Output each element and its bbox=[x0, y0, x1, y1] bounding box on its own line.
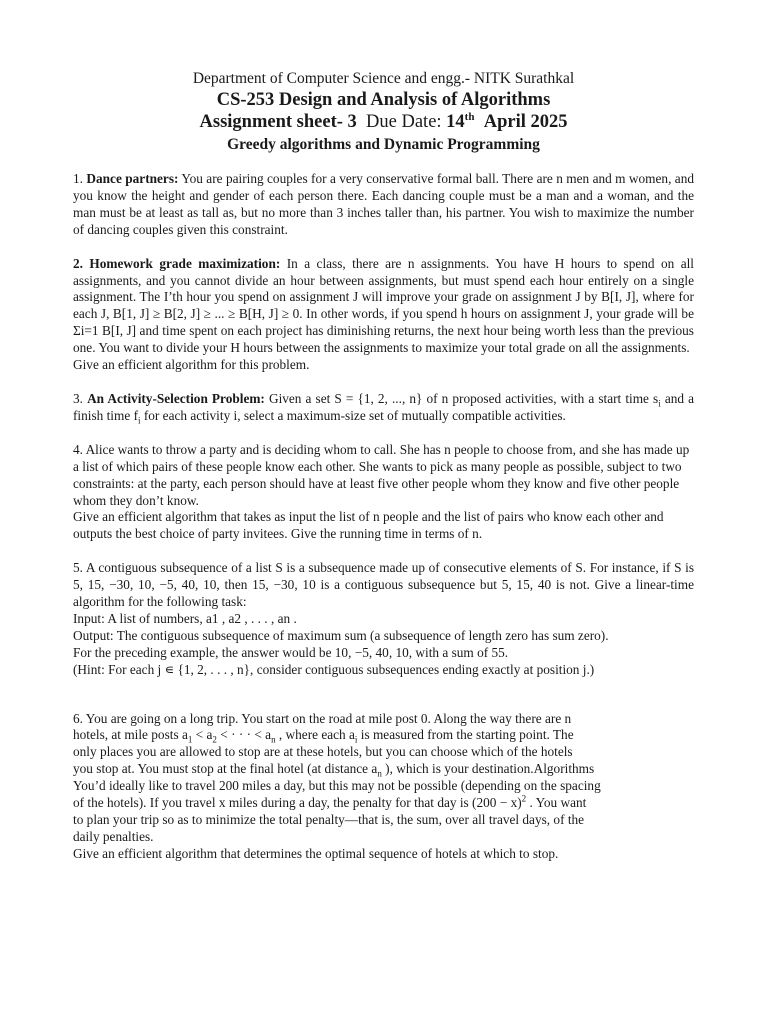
q3-sub-1: i bbox=[658, 398, 661, 409]
q6-line-3: only places you are allowed to stop are at these hotels, but you can choose which of the hotels bbox=[73, 744, 573, 760]
q5-output: Output: The contiguous subsequence of maximum sum (a subsequence of length zero has sum zero). bbox=[73, 627, 609, 643]
q6-line-6 bbox=[73, 795, 694, 812]
q6-sup: 2 bbox=[521, 793, 527, 804]
assignment-line bbox=[73, 111, 694, 134]
q6-line-2e: is measured from the starting point. The bbox=[357, 727, 574, 743]
q6-sub-4: i bbox=[354, 735, 358, 746]
q6-line-7: to plan your trip so as to minimize the total penalty—that is, the sum, over all travel days, of the bbox=[73, 812, 585, 827]
q6-sub-1: 1 bbox=[187, 735, 193, 746]
q1-text: You are pairing couples for a very conservative formal ball. There are n men and m women, and you know the height and gender of each person there. Each dancing couple must be a man and a woman, and the man must be at least as tall as, but no more than 3 inches taller than, his partner. You wish to maximize the number of dancing couples given this constraint. bbox=[73, 171, 694, 237]
question-5 bbox=[73, 560, 694, 678]
q6-line-2c: < · · · < a bbox=[216, 727, 272, 743]
topic-title: Greedy algorithms and Dynamic Programming bbox=[227, 136, 540, 153]
q1-title: Dance partners: bbox=[86, 171, 179, 186]
question-2 bbox=[73, 256, 694, 374]
q6-line-5: You’d ideally like to travel 200 miles a day, but this may not be possible (depending on the spacing bbox=[73, 778, 601, 794]
q6-line-1: 6. You are going on a long trip. You start on the road at mile post 0. Along the way there are n bbox=[73, 710, 572, 726]
q3-text-2: and a finish time f bbox=[73, 390, 695, 423]
sheet-title: Assignment sheet- 3 bbox=[199, 112, 357, 132]
due-suffix: th bbox=[464, 110, 475, 123]
course-title: CS-253 Design and Analysis of Algorithms bbox=[216, 90, 551, 110]
q5-example: For the preceding example, the answer would be 10, −5, 40, 10, with a sum of 55. bbox=[73, 644, 509, 660]
q5-paragraph-1: 5. A contiguous subsequence of a list S is a subsequence made up of consecutive elements of S. For instance, if S is 5, 15, −30, 10, −5, 40, 10, then 15, −30, 10 is a contiguous subsequence but 5, 15, 40 is not. Give a linear-time algorithm for the following task: bbox=[73, 560, 694, 610]
q6-line-2b: < a bbox=[192, 727, 213, 743]
q6-line-4 bbox=[73, 761, 694, 778]
q3-number: 3. bbox=[73, 390, 88, 406]
q1-number: 1. bbox=[73, 171, 87, 186]
q3-text-3: for each activity i, select a maximum-size set of mutually compatible activities. bbox=[140, 407, 566, 423]
q6-line-4b: ), which is your destination.Algorithms bbox=[381, 761, 595, 777]
question-4 bbox=[73, 442, 694, 543]
q3-title: An Activity-Selection Problem: bbox=[87, 390, 265, 406]
q6-line-4a: you stop at. You must stop at the final hotel (at distance a bbox=[73, 761, 378, 777]
q5-hint: (Hint: For each j ∊ {1, 2, . . . , n}, consider contiguous subsequences ending exactly at position j.) bbox=[73, 661, 595, 677]
department-line: Department of Computer Science and engg.- NITK Surathkal bbox=[192, 70, 575, 87]
q2-instruction: Give an efficient algorithm for this problem. bbox=[73, 357, 310, 373]
q4-paragraph-1: 4. Alice wants to throw a party and is deciding whom to call. She has n people to choose from, and she has made up a list of which pairs of these people know each other. She wants to pick as many people as possible, subject to two constraints: at the party, each person should have at least five other people whom they know and five other people whom they don’t know. bbox=[73, 441, 690, 508]
question-6 bbox=[73, 711, 694, 863]
q2-text: In a class, there are n assignments. You have H hours to spend on all assignments, and you cannot divide an hour between assignments, but must spend each hour entirely on a single assignment. The I’th hour you spend on assignment J will improve your grade on assignment J by B[I, J], where for each J, B[1, J] ≥ B[2, J] ≥ ... ≥ B[H, J] ≥ 0. In other words, if you spend h hours on assignment J, your grade will be Σi=1 B[I, J] and time spent on each project has diminishing returns, the next hour being worth less than the previous one. You want to divide your H hours between the assignments to maximize your total grade on all the assignments. bbox=[73, 255, 694, 356]
question-3 bbox=[73, 391, 694, 425]
q6-line-6b: . You want bbox=[526, 795, 587, 811]
question-1 bbox=[73, 171, 694, 239]
q6-line-2a: hotels, at mile posts a bbox=[73, 727, 188, 743]
q6-sub-2: 2 bbox=[212, 735, 217, 746]
due-month-year: April 2025 bbox=[483, 112, 568, 132]
due-label: Due Date: bbox=[366, 112, 442, 132]
q6-line-2 bbox=[73, 727, 694, 744]
due-day: 14 bbox=[446, 112, 465, 132]
q6-sub-3: n bbox=[271, 735, 276, 746]
q5-input: Input: A list of numbers, a1 , a2 , . . . , an . bbox=[73, 610, 297, 626]
q6-line-9: Give an efficient algorithm that determines the optimal sequence of hotels at which to stop. bbox=[73, 845, 559, 861]
document-header bbox=[73, 68, 694, 155]
q6-line-2d: , where each a bbox=[275, 727, 355, 743]
q6-line-6a: of the hotels). If you travel x miles during a day, the penalty for that day is (200 − x) bbox=[73, 795, 522, 811]
q2-title: 2. Homework grade maximization: bbox=[73, 255, 281, 271]
q6-sub-5: n bbox=[377, 768, 382, 779]
q6-line-8: daily penalties. bbox=[73, 828, 154, 844]
q3-sub-2: i bbox=[138, 415, 141, 426]
q3-text-1: Given a set S = {1, 2, ..., n} of n proposed activities, with a start time s bbox=[264, 390, 659, 406]
q4-paragraph-2: Give an efficient algorithm that takes as input the list of n people and the list of pairs who know each other and outputs the best choice of party invitees. Give the running time in terms of n. bbox=[73, 509, 664, 542]
